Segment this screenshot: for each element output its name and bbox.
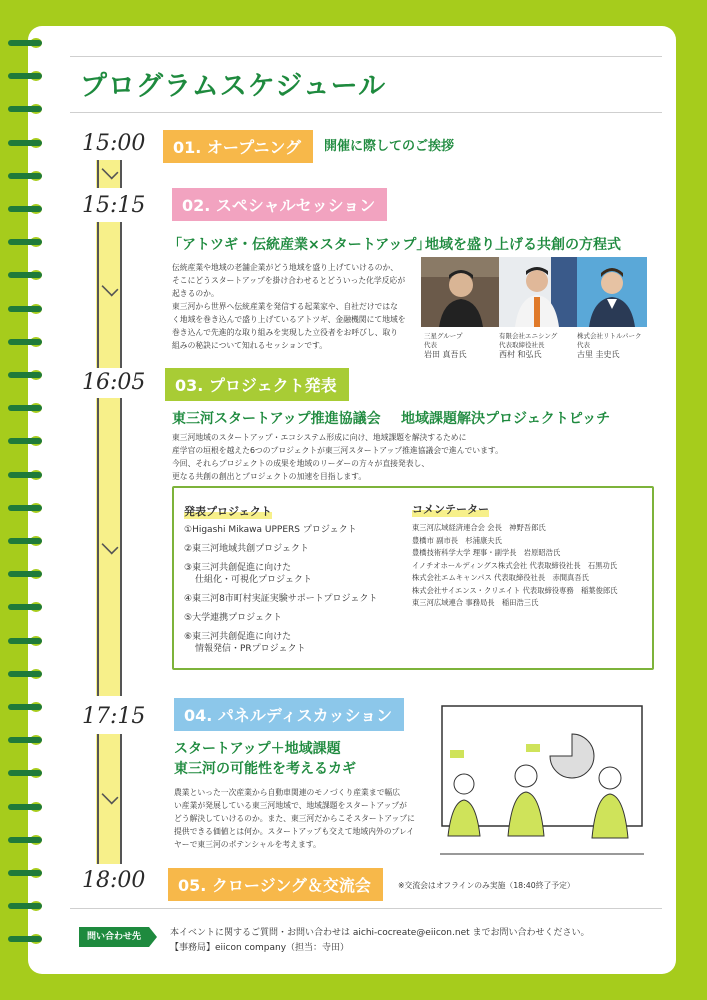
binder-ring xyxy=(8,565,48,583)
ring-wire xyxy=(8,770,42,776)
project-line: ④東三河8市町村実証実験サポートプロジェクト xyxy=(184,594,378,604)
ring-wire xyxy=(8,505,42,511)
ring-wire xyxy=(8,638,42,644)
binder-ring xyxy=(8,200,48,218)
text-line: 東三河地域のスタートアップ・エコシステム形成に向け、地域課題を解決するために xyxy=(172,433,467,442)
text-line: 巻き込んで先進的な取り組みを実現した立役者をお呼びし、取り xyxy=(172,328,399,337)
binder-ring xyxy=(8,333,48,351)
ring-wire xyxy=(8,73,42,79)
ring-wire xyxy=(8,206,42,212)
text-line: 組みの秘訣について知れるセッションです。 xyxy=(172,341,327,350)
binder-ring xyxy=(8,764,48,782)
binder-ring xyxy=(8,632,48,650)
time-label: 18:00 xyxy=(82,868,146,893)
session-note: 開催に際してのご挨拶 xyxy=(324,139,455,154)
ring-wire xyxy=(8,173,42,179)
text-line: 今回、それらプロジェクトの成果を地域のリーダーの方々が直接発表し、 xyxy=(172,459,430,468)
ring-wire xyxy=(8,106,42,112)
ring-wire xyxy=(8,671,42,677)
session-tag-panel: 04. パネルディスカッション xyxy=(174,698,404,731)
project-line: ①Higashi Mikawa UPPERS プロジェクト xyxy=(184,525,357,535)
project-line: ②東三河地域共創プロジェクト xyxy=(184,544,309,554)
timeline-line xyxy=(97,222,99,368)
binder-ring xyxy=(8,100,48,118)
ring-wire xyxy=(8,903,42,909)
divider xyxy=(70,56,662,57)
binder-ring xyxy=(8,67,48,85)
binder-ring xyxy=(8,366,48,384)
ring-wire xyxy=(8,272,42,278)
ring-wire xyxy=(8,40,42,46)
speaker-name: 岩田 真吾氏 xyxy=(424,350,467,359)
time-label: 16:05 xyxy=(82,370,146,395)
binder-ring xyxy=(8,466,48,484)
binder-ring xyxy=(8,134,48,152)
binder-ring xyxy=(8,798,48,816)
binder-ring xyxy=(8,930,48,948)
binder-ring xyxy=(8,665,48,683)
projects-heading xyxy=(184,500,272,519)
timeline-line xyxy=(120,160,122,188)
text-line: 提供できる価値とは何か。スタートアップも交えて地域内外のプレイ xyxy=(174,827,415,836)
projects-label: 発表プロジェクト xyxy=(184,505,272,518)
speaker-role: 代表 xyxy=(424,341,437,349)
speaker-caption xyxy=(499,332,557,360)
text-line: 東三河から世界へ伝統産業を発信する起業家や、自社だけではな xyxy=(172,302,398,311)
time-label: 17:15 xyxy=(82,704,146,729)
project-line: ⑥東三河共創促進に向けた xyxy=(184,632,292,642)
text-line: どう解決していけるのか。また、東三河だからこそスタートアップに xyxy=(174,814,415,823)
text-line: 更なる共創の創出とプロジェクトの加速を目指します。 xyxy=(172,472,367,481)
contact-label: 問い合わせ先 xyxy=(79,927,149,947)
ring-wire xyxy=(8,140,42,146)
speaker-name: 西村 和弘氏 xyxy=(499,350,542,359)
binder-ring xyxy=(8,698,48,716)
ring-wire xyxy=(8,704,42,710)
project-line: ③東三河共創促進に向けた xyxy=(184,563,292,573)
project-item xyxy=(184,562,404,586)
timeline-bar xyxy=(96,222,122,368)
ring-wire xyxy=(8,837,42,843)
session-subtitle: 東三河スタートアップ推進協議会 xyxy=(172,411,381,427)
binder-ring xyxy=(8,864,48,882)
speaker-caption xyxy=(577,332,642,360)
binder-ring xyxy=(8,432,48,450)
binder-ring xyxy=(8,731,48,749)
binder-ring xyxy=(8,499,48,517)
ring-wire xyxy=(8,604,42,610)
contact-line: 本イベントに関するご質問・お問い合わせは aichi-cocreate@eiicon.net までお問い合わせください。 xyxy=(170,928,590,938)
text-line: そこにどうスタートアップを掛け合わせるとどういった化学反応が xyxy=(172,276,406,285)
timeline-line xyxy=(120,398,122,696)
session-subtitle: スタートアップ＋地域課題 xyxy=(174,741,341,757)
session-subtitle: 「アトツギ・伝統産業×スタートアップ」 xyxy=(168,237,431,253)
session-description xyxy=(174,786,439,851)
binder-ring xyxy=(8,34,48,52)
page-title: プログラムスケジュール xyxy=(80,71,387,102)
speaker-role: 代表取締役社長 xyxy=(499,341,545,349)
commentators-heading xyxy=(412,498,489,517)
commentators-label: コメンテーター xyxy=(412,503,489,516)
commentator-list xyxy=(412,522,617,610)
session-description xyxy=(172,261,417,352)
commentator-item: 豊橋技術科学大学 理事・副学長 岩原昭浩氏 xyxy=(412,548,561,557)
speaker-role: 代表 xyxy=(577,341,590,349)
project-list xyxy=(184,524,404,662)
time-label: 15:15 xyxy=(82,193,146,218)
binder-ring xyxy=(8,399,48,417)
ring-wire xyxy=(8,538,42,544)
binder-ring xyxy=(8,300,48,318)
commentator-item: 東三河広域連合 事務局長 稲田浩三氏 xyxy=(412,598,539,607)
ring-wire xyxy=(8,936,42,942)
binder-ring xyxy=(8,233,48,251)
session-description xyxy=(172,431,572,483)
session-subtitle: 地域課題解決プロジェクトピッチ xyxy=(401,411,611,427)
project-line: 仕組化・可視化プロジェクト xyxy=(195,575,312,585)
ring-wire xyxy=(8,472,42,478)
speaker-photo xyxy=(577,257,655,327)
session-tag-opening: 01. オープニング xyxy=(163,130,313,163)
text-line: 農業といった一次産業から自動車関連のモノづくり産業まで幅広 xyxy=(174,788,401,797)
ring-wire xyxy=(8,804,42,810)
ring-wire xyxy=(8,239,42,245)
timeline-line xyxy=(97,734,99,864)
commentator-item: イノチオホールディングス株式会社 代表取締役社長 石黒功氏 xyxy=(412,560,618,570)
session-subtitle: 地域を盛り上げる共創の方程式 xyxy=(425,237,621,253)
ring-wire xyxy=(8,438,42,444)
session-note: ※交流会はオフラインのみ実施（18:40終了予定） xyxy=(398,881,575,890)
binder-ring xyxy=(8,897,48,915)
speaker-org: 三星グループ xyxy=(424,332,463,340)
session-tag-project: 03. プロジェクト発表 xyxy=(165,368,349,401)
text-line: い産業が発展している東三河地域で、地域課題をスタートアップが xyxy=(174,801,407,810)
timeline-line xyxy=(120,734,122,864)
text-line: 伝統産業や地域の老舗企業がどう地域を盛り上げていけるのか、 xyxy=(172,263,399,272)
speaker-photo xyxy=(421,257,499,327)
divider xyxy=(70,908,662,909)
ring-wire xyxy=(8,571,42,577)
ring-wire xyxy=(8,405,42,411)
binder-rings xyxy=(0,34,44,964)
text-line: ヤーで東三河のポテンシャルを考えます。 xyxy=(174,840,321,849)
ring-wire xyxy=(8,306,42,312)
divider xyxy=(70,112,662,113)
project-item xyxy=(184,593,404,605)
project-line: ⑤大学連携プロジェクト xyxy=(184,613,282,623)
ring-wire xyxy=(8,737,42,743)
session-subtitle: 東三河の可能性を考えるカギ xyxy=(174,761,356,777)
project-item xyxy=(184,612,404,624)
speaker-org: 有限会社エニシング xyxy=(499,332,558,340)
speaker-org: 株式会社リトルパーク xyxy=(577,332,642,340)
session-tag-closing: 05. クロージング＆交流会 xyxy=(168,868,383,901)
project-line: 情報発信・PRプロジェクト xyxy=(195,644,306,654)
contact-line: 【事務局】eiicon company（担当：寺田） xyxy=(170,943,350,953)
timeline-line xyxy=(97,398,99,696)
project-item xyxy=(184,524,404,536)
session-tag-special: 02. スペシャルセッション xyxy=(172,188,387,221)
speaker-caption xyxy=(424,332,467,360)
project-item xyxy=(184,631,404,655)
binder-ring xyxy=(8,831,48,849)
binder-ring xyxy=(8,532,48,550)
commentator-item: 株式会社サイエンス・クリエイト 代表取締役専務 稲葉俊郎氏 xyxy=(412,585,618,595)
text-line: 産学官の垣根を越えた6つのプロジェクトが東三河スタートアップ推進協議会で進んでいます。 xyxy=(172,446,503,455)
panel-illustration xyxy=(440,704,644,864)
ring-wire xyxy=(8,372,42,378)
ring-wire xyxy=(8,339,42,345)
speaker-photo xyxy=(499,257,577,327)
binder-ring xyxy=(8,598,48,616)
commentator-item: 株式会社エムキャンパス 代表取締役社長 赤間真吾氏 xyxy=(412,573,589,582)
project-item xyxy=(184,543,404,555)
commentator-item: 豊橋市 副市長 杉浦康夫氏 xyxy=(412,535,502,545)
speaker-name: 古里 圭史氏 xyxy=(577,350,620,359)
text-line: 起きるのか。 xyxy=(172,289,219,298)
timeline-line xyxy=(97,160,99,188)
text-line: く地域を巻き込んで盛り上げているアトツギ、金融機関にて地域を xyxy=(172,315,406,324)
ring-wire xyxy=(8,870,42,876)
binder-ring xyxy=(8,266,48,284)
timeline-line xyxy=(120,222,122,368)
commentator-item: 東三河広域経済連合会 会長 神野吾郎氏 xyxy=(412,523,546,532)
binder-ring xyxy=(8,167,48,185)
time-label: 15:00 xyxy=(82,131,146,156)
